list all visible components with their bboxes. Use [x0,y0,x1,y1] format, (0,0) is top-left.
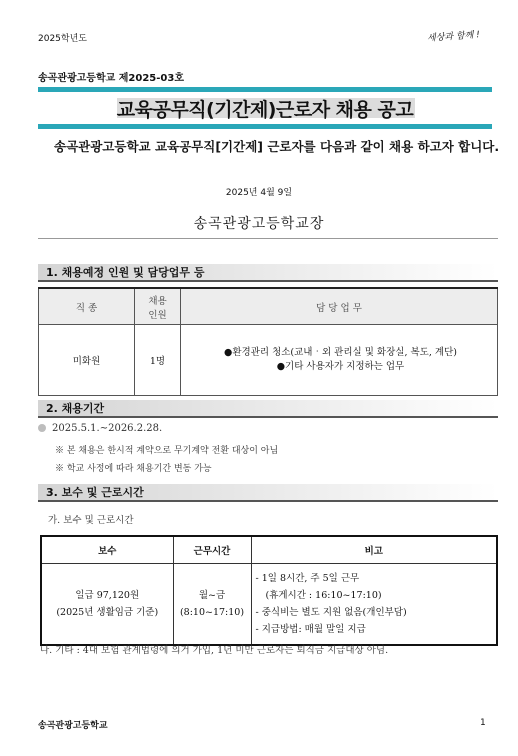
work-hours: (8:10~17:10) [179,607,245,618]
issuer-name: 송곡관광고등학교장 [193,216,325,232]
school-year: 2025학년도 [38,34,87,44]
col-count-line-2: 인원 [148,309,167,321]
duty-item-1: ●환경관리 청소(교내‧외 관리실 및 화장실, 복도, 계단) [224,347,457,358]
duty-cell [181,325,498,396]
pay-table [40,535,498,646]
title-top-bar [38,87,492,92]
section-heading-1: 1. 채용예정 인원 및 담당업무 등 [38,264,498,282]
document-number: 송곡관광고등학교 제2025-03호 [38,73,184,84]
issuer-divider [38,238,498,239]
announcement-date: 2025년 4월 9일 [225,188,293,198]
col-count-header [135,288,181,325]
col-duty-header: 담 당 업 무 [181,288,498,325]
page-number: 1 [480,718,486,728]
employment-period: 2025.5.1.∼2026.2.28. [52,423,163,434]
note-cell [251,564,497,646]
table-row [39,325,498,396]
col-hours-header: 근무시간 [173,536,251,564]
title-bottom-bar [38,124,492,129]
section-heading-3: 3. 보수 및 근로시간 [38,484,498,502]
note-line-3: - 중식비는 별도 지원 없음(개인부담) [255,607,407,618]
pay-cell [41,564,173,646]
table-header-row [39,288,498,325]
note-line-4: - 지급방법: 매월 말일 지급 [255,624,366,635]
school-motto: 세상과 함께 ! [426,30,481,44]
col-note-header: 비고 [251,536,497,564]
pay-amount: 일급 97,120원 [75,590,140,601]
note-line-1: - 1일 8시간, 주 5일 근무 [255,573,360,584]
col-job-header: 직 종 [39,288,135,325]
document-title: 교육공무직(기간제)근로자 채용 공고 [116,98,414,121]
col-pay-header: 보수 [41,536,173,564]
period-note-2: ※ 학교 사정에 따라 채용기간 변동 가능 [55,464,212,474]
note-line-2: (휴게시간 : 16:10~17:10) [265,590,382,601]
col-count-line-1: 채용 [148,295,167,307]
table-row [41,564,497,646]
subsection-b: 나. 기타 : 4대 보험 관계법령에 의거 가입, 1년 미만 근로자는 퇴직금 지급대상 아님. [40,645,389,656]
recruitment-table [38,287,498,396]
footer-school-name: 송곡관광고등학교 [38,721,108,731]
work-days: 월~금 [198,590,226,601]
subsection-a: 가. 보수 및 근로시간 [48,515,134,526]
pay-table-header-row [41,536,497,564]
bullet-circle-icon [38,424,46,432]
period-note-1: ※ 본 채용은 한시적 계약으로 무기계약 전환 대상이 아님 [55,446,279,456]
section-heading-2: 2. 채용기간 [38,400,498,418]
duty-item-2: ●기타 사용자가 지정하는 업무 [276,361,405,372]
intro-text: 송곡관광고등학교 교육공무직[기간제] 근로자를 다음과 같이 채용 하고자 합니다. [54,139,500,154]
hours-cell [173,564,251,646]
count-cell: 1명 [135,325,181,396]
job-cell: 미화원 [39,325,135,396]
pay-basis: (2025년 생활임금 기준) [56,607,159,618]
title-block [38,94,492,122]
